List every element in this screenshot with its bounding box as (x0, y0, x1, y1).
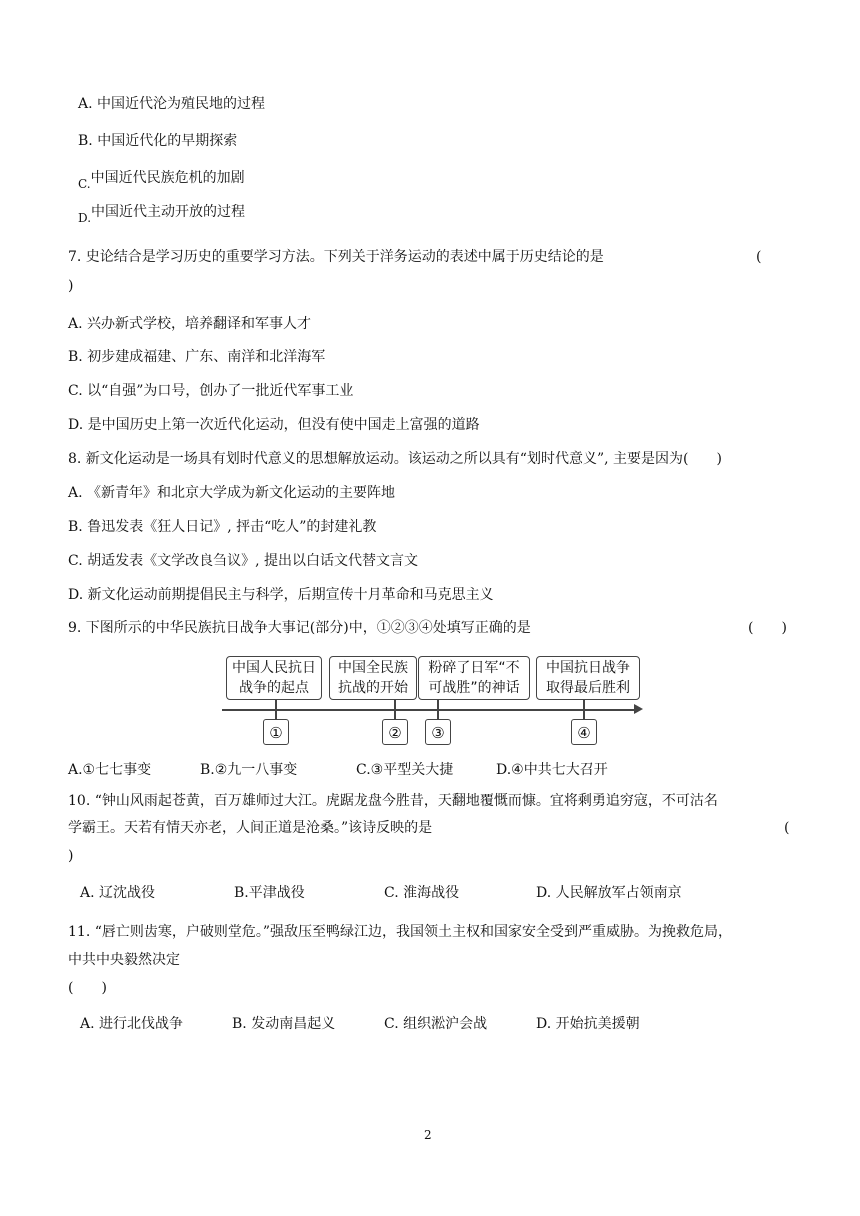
q9-option-a: A.①七七事变 (68, 762, 152, 778)
q11-option-c: C. 组织淞沪会战 (384, 1016, 488, 1032)
q10-option-b: B.平津战役 (234, 885, 305, 901)
q11-option-d: D. 开始抗美援朝 (536, 1016, 640, 1032)
timeline-marker-1: ① (263, 719, 289, 745)
timeline-marker-2: ② (382, 719, 408, 745)
q7-option-d: D. 是中国历史上第一次近代化运动，但没有使中国走上富强的道路 (68, 417, 480, 433)
q11-option-a: A. 进行北伐战争 (80, 1016, 184, 1032)
timeline-axis (222, 709, 636, 711)
q10-stem-line2: 学霸王。天若有情天亦老，人间正道是沧桑。”该诗反映的是 (68, 820, 433, 836)
q7-option-b: B. 初步建成福建、广东、南洋和北洋海军 (68, 349, 326, 365)
q8-stem: 8. 新文化运动是一场具有划时代意义的思想解放运动。该运动之所以具有“划时代意义”, 主要是因为( ) (68, 451, 722, 467)
q6-option-d (78, 202, 246, 225)
timeline-tick-1 (275, 700, 277, 719)
timeline-box-1 (226, 656, 322, 700)
q9-option-b: B.②九一八事变 (200, 762, 298, 778)
q8-option-d: D. 新文化运动前期提倡民主与科学，后期宣传十月革命和马克思主义 (68, 587, 494, 603)
q9-stem: 9. 下图所示的中华民族抗日战争大事记(部分)中，①②③④处填写正确的是 (68, 620, 531, 636)
q6-option-c-letter: C. (78, 177, 91, 191)
q11-stem-line1: 11. “唇亡则齿寒，户破则堂危。”强敌压至鸭绿江边，我国领土主权和国家安全受到严重威胁。为挽救危局， (68, 924, 733, 940)
timeline-box-1-line1: 中国人民抗日 (232, 660, 316, 676)
timeline-box-4-line1: 中国抗日战争 (546, 660, 630, 676)
q8-option-b: B. 鲁迅发表《狂人日记》, 抨击“吃人”的封建礼教 (68, 519, 377, 535)
q7-paren-open: ( (756, 249, 762, 265)
q10-paren-close: ) (68, 848, 74, 864)
q11-option-b: B. 发动南昌起义 (232, 1016, 336, 1032)
timeline-box-2-line1: 中国全民族 (338, 660, 408, 676)
q9-option-c: C.③平型关大捷 (356, 762, 454, 778)
q10-option-c: C. 淮海战役 (384, 885, 460, 901)
q7-option-c: C. 以“自强”为口号，创办了一批近代军事工业 (68, 383, 354, 399)
q11-stem-line2: 中共中央毅然决定 (68, 952, 180, 968)
q9-paren: ( ) (748, 620, 787, 636)
q10-stem-line1: 10. “钟山风雨起苍黄，百万雄师过大江。虎踞龙盘今胜昔，天翻地覆慨而慷。宜将剩勇追穷寇，不可沽名 (68, 793, 718, 809)
q9-option-d: D.④中共七大召开 (496, 762, 608, 778)
q7-option-a: A. 兴办新式学校，培养翻译和军事人才 (68, 316, 312, 332)
timeline-tick-3 (437, 700, 439, 719)
q10-option-d: D. 人民解放军占领南京 (536, 885, 682, 901)
q6-option-c (78, 168, 245, 191)
q7-paren-close: ) (68, 278, 74, 294)
timeline-box-4 (536, 656, 640, 700)
page-number: 2 (424, 1128, 432, 1142)
q10-option-a: A. 辽沈战役 (80, 885, 156, 901)
q8-option-c: C. 胡适发表《文学改良刍议》, 提出以白话文代替文言文 (68, 553, 419, 569)
timeline-box-2 (329, 656, 417, 700)
q6-option-d-text: 中国近代主动开放的过程 (91, 204, 246, 220)
q7-stem: 7. 史论结合是学习历史的重要学习方法。下列关于洋务运动的表述中属于历史结论的是 (68, 249, 604, 265)
q6-option-a: A. 中国近代沦为殖民地的过程 (78, 96, 266, 112)
q6-option-b: B. 中国近代化的早期探索 (78, 133, 238, 149)
timeline-box-4-line2: 取得最后胜利 (546, 680, 630, 696)
q6-option-d-letter: D. (78, 211, 92, 225)
timeline-marker-3: ③ (425, 719, 451, 745)
timeline-box-3-line1: 粉碎了日军“不 (428, 660, 520, 676)
q8-option-a: A. 《新青年》和北京大学成为新文化运动的主要阵地 (68, 485, 396, 501)
timeline-tick-4 (583, 700, 585, 719)
timeline-arrowhead (634, 704, 643, 714)
timeline-box-3 (418, 656, 530, 700)
timeline-tick-2 (394, 700, 396, 719)
timeline-box-1-line2: 战争的起点 (239, 680, 309, 696)
q6-option-c-text: 中国近代民族危机的加剧 (90, 170, 245, 186)
q10-paren-open: ( (784, 820, 790, 836)
timeline-box-3-line2: 可战胜”的神话 (428, 680, 520, 696)
timeline-marker-4: ④ (571, 719, 597, 745)
q11-paren: ( ) (68, 980, 107, 996)
timeline-box-2-line2: 抗战的开始 (338, 680, 408, 696)
q9-timeline-figure (222, 656, 646, 748)
